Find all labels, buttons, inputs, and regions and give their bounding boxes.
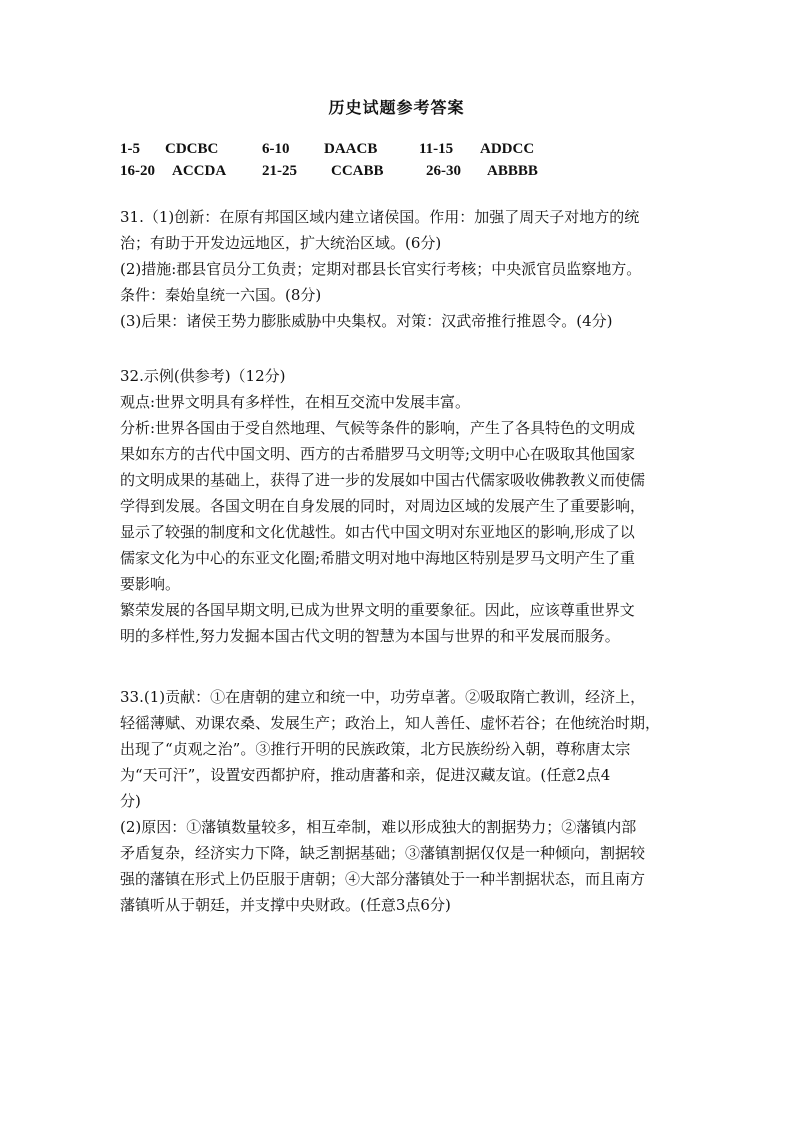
text-line: 藩镇听从于朝廷，并支撑中央财政。(任意3点6分): [120, 896, 451, 914]
text-line: 要影响。: [120, 575, 181, 593]
answer-letters: CDCBC: [165, 141, 219, 157]
answer-letters: ABBBB: [487, 163, 538, 179]
text-line: 显示了较强的制度和文化优越性。如古代中国文明对东亚地区的影响,形成了以: [120, 523, 635, 541]
text-line: 31.（1)创新：在原有邦国区域内建立诸侯国。作用：加强了周天子对地方的统: [120, 208, 640, 226]
text-line: 治；有助于开发边远地区，扩大统治区域。(6分): [120, 234, 442, 252]
text-line: 矛盾复杂，经济实力下降，缺乏割据基础；③藩镇割据仅仅是一种倾向，割据较: [120, 844, 646, 862]
text-line: 条件：秦始皇统一六国。(8分): [120, 286, 322, 304]
text-line: 学得到发展。各国文明在自身发展的同时，对周边区域的发展产生了重要影响，: [120, 497, 646, 515]
text-line: (3)后果：诸侯王势力膨胀威胁中央集权。对策：汉武帝推行推恩令。(4分): [120, 312, 613, 330]
question-31-answer: [120, 204, 680, 334]
page-title: 历史试题参考答案: [328, 98, 465, 117]
answer-row-2: [120, 160, 680, 182]
range-label: 21-25: [262, 163, 297, 179]
text-line: 强的藩镇在形式上仍臣服于唐朝；④大部分藩镇处于一种半割据状态，而且南方: [120, 870, 646, 888]
text-line: 繁荣发展的各国早期文明,已成为世界文明的重要象征。因此，应该尊重世界文: [120, 601, 635, 619]
text-line: 明的多样性,努力发掘本国古代文明的智慧为本国与世界的和平发展而服务。: [120, 627, 620, 645]
answer-letters: CCABB: [331, 163, 384, 179]
text-line: 32.示例(供参考)（12分): [120, 367, 286, 385]
text-line: 分析:世界各国由于受自然地理、气候等条件的影响，产生了各具特色的文明成: [120, 419, 636, 437]
text-line: 观点:世界文明具有多样性，在相互交流中发展丰富。: [120, 393, 471, 411]
text-line: (2)原因：①藩镇数量较多，相互牵制，难以形成独大的割据势力；②藩镇内部: [120, 818, 637, 836]
range-label: 11-15: [419, 141, 454, 157]
answer-letters: DAACB: [324, 141, 378, 157]
range-label: 1-5: [120, 141, 140, 157]
text-line: 轻徭薄赋、劝课农桑、发展生产；政治上，知人善任、虚怀若谷；在他统治时期，: [120, 714, 661, 732]
text-line: 为“天可汗”，设置安西都护府，推动唐蕃和亲，促进汉藏友谊。(任意2点4: [120, 766, 611, 784]
question-32-answer: [120, 363, 680, 649]
text-line: 果如东方的古代中国文明、西方的古希腊罗马文明等;文明中心在吸取其他国家: [120, 445, 636, 463]
answer-row-1: [120, 138, 680, 160]
text-line: 儒家文化为中心的东亚文化圈;希腊文明对地中海地区特别是罗马文明产生了重: [120, 549, 636, 567]
text-line: 分): [120, 792, 141, 810]
text-line: 33.(1)贡献：①在唐朝的建立和统一中，功劳卓著。②吸取隋亡教训，经济上，: [120, 688, 646, 706]
text-line: 出现了“贞观之治”。③推行开明的民族政策，北方民族纷纷入朝，尊称唐太宗: [120, 740, 631, 758]
question-33-answer: [120, 684, 680, 918]
range-label: 6-10: [262, 141, 290, 157]
range-label: 16-20: [120, 163, 155, 179]
answer-letters: ACCDA: [172, 163, 227, 179]
answer-key: [120, 138, 680, 182]
answer-letters: ADDCC: [480, 141, 535, 157]
range-label: 26-30: [426, 163, 461, 179]
text-line: 的文明成果的基础上，获得了进一步的发展如中国古代儒家吸收佛教教义而使儒: [120, 471, 646, 489]
text-line: (2)措施:郡县官员分工负责；定期对郡县长官实行考核；中央派官员监察地方。: [120, 260, 642, 278]
